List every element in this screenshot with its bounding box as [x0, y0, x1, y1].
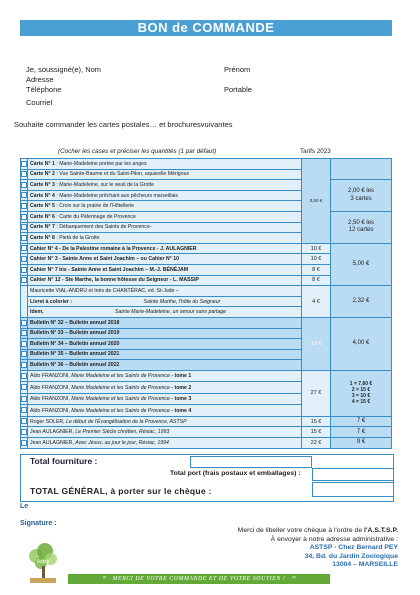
name-label: Je, soussigné(e), Nom — [26, 65, 102, 74]
email-label: Courriel — [26, 98, 53, 107]
intro-text: Souhaite commander les cartes postales… et brochuresvuivantes — [14, 120, 233, 129]
bulletins-price: 10 € — [302, 317, 331, 370]
table-row: Bulletin N° 35 – Bulletin annuel 2021 — [21, 349, 392, 360]
table-row: Bulletin N° 34 – Bulletin annuel 2020 — [21, 339, 392, 350]
table-row: Carte N° 1 : Marie-Madeleine portée par les anges 0,50 € — [21, 159, 392, 170]
tomes-price: 27 € — [302, 370, 331, 416]
table-row: Bulletin N° 32 – Bulletin annuel 2018 10 € 4,00 € — [21, 317, 392, 328]
table-row: Carte N° 4 : Marie-Madeleine prêchant aux pêcheurs marseillais — [21, 190, 392, 201]
grand-total-input[interactable] — [312, 482, 394, 497]
firstname-label: Prénom — [224, 65, 251, 74]
checkbox-bulletin-35[interactable] — [21, 349, 28, 360]
checkbox-bulletin-32[interactable] — [21, 317, 28, 328]
checkbox-cahier-3[interactable] — [21, 254, 28, 265]
tomes-rates: 1 = 7,60 € 2 = 15 € 3 = 10 € 4 = 15 € — [331, 370, 392, 416]
table-row: Aldo FRANZONI, Marie Madeleine et les Saints de Provence - tome 2 — [21, 382, 392, 394]
checkbox-card-5[interactable] — [21, 201, 28, 212]
table-row: Mauricette VIAL-ANDRU et Inès de CHANTÉRAC, ed. St-Jude – 4 € 2,32 € — [21, 286, 392, 297]
checkbox-tome-3[interactable] — [21, 393, 28, 405]
table-row: Livret à colorier : Sainte Marthe, l'hôte du Seigneur — [21, 296, 392, 307]
checkbox-card-3[interactable] — [21, 180, 28, 191]
checkbox-card-2[interactable] — [21, 169, 28, 180]
order-table — [20, 158, 392, 449]
checkbox-book-aulagnier-1[interactable] — [21, 427, 28, 438]
checkbox-card-7[interactable] — [21, 222, 28, 233]
checkbox-book-soler[interactable] — [21, 416, 28, 427]
tariffs-title: Tarifs 2023 — [300, 148, 331, 155]
table-row: Jean AULAGNIER, Le Premier Siècle chrétien, Résiac, 1993 15 € 7 € — [21, 427, 392, 438]
checkbox-card-4[interactable] — [21, 190, 28, 201]
table-row: Carte N° 5 : Croix sur la prairie de l'Hôtellerie — [21, 201, 392, 212]
table-row: Aldo FRANZONI, Marie Madeleine et les Saints de Provence - tome 1 27 € 1 = 7,60 € 2 = 15 € 3 = 10 € 4 = 15 € — [21, 370, 392, 382]
mobile-label: Portable — [224, 85, 252, 94]
total-port-input[interactable] — [312, 468, 394, 481]
checkbox-card-8[interactable] — [21, 233, 28, 244]
svg-text:Astsp: Astsp — [36, 559, 50, 565]
table-row: Cahier N° 4 - De la Palestine romaine à la Provence - J. AULAGNIER 10 € 5,00 € — [21, 243, 392, 254]
signature-label: Signature : — [20, 520, 57, 527]
table-row: Carte N° 2 : Vue Sainte-Baume et du Saint-Pilon, aquarelle Mérigoux — [21, 169, 392, 180]
table-row: Cahier N° 7 bis - Sainte Anne et Saint Joachim – M.-J. BÉNÉJAM 8 € — [21, 264, 392, 275]
livret-price: 4 € — [302, 286, 331, 318]
total-supply-label: Total fourniture : — [30, 456, 98, 466]
table-row: Cahier N° 3 - Sainte Anne et Saint Joachim – ou Cahier N° 10 10 € — [21, 254, 392, 265]
checkbox-tome-1[interactable] — [21, 370, 28, 382]
page-title: BON de COMMANDE — [20, 20, 392, 36]
table-row: Idem, Sainte Marie-Madeleine, un amour sans partage — [21, 307, 392, 318]
table-row: Cahier N° 12 - Ste Marthe, la bonne hôtesse du Seigneur - L. MASSIP 8 € — [21, 275, 392, 286]
cards-unit-price: 0,50 € — [302, 159, 331, 244]
cahiers-rate: 5,00 € — [331, 243, 392, 285]
address-label: Adresse — [26, 75, 54, 84]
phone-label: Téléphone — [26, 85, 62, 94]
footer-thanks-bar: ꟹ MERCI DE VOTRE COMMANDE ET DE VOTRE SOUTIEN ! ꟹ — [68, 574, 330, 584]
total-supply-input[interactable] — [190, 456, 312, 468]
checkbox-cahier-12[interactable] — [21, 275, 28, 286]
association-logo — [26, 542, 60, 586]
bulletins-rate: 4,00 € — [331, 317, 392, 370]
table-row: Carte N° 7 : Débarquement des Saints de Provence- — [21, 222, 392, 233]
table-row: Carte N° 6 : Carte du Pèlerinage de Provence 2,50 € les 12 cartes — [21, 211, 392, 222]
checkbox-bulletin-36[interactable] — [21, 360, 28, 371]
checkbox-cahier-4[interactable] — [21, 243, 28, 254]
livret-rate: 2,32 € — [331, 286, 392, 318]
table-row: Aldo FRANZONI, Marie Madeleine et les Saints de Provence - tome 3 — [21, 393, 392, 405]
date-label: Le — [20, 503, 29, 510]
total-port-label: Total port (frais postaux et emballages) : — [170, 470, 301, 477]
checkbox-card-6[interactable] — [21, 211, 28, 222]
table-row: Aldo FRANZONI, Marie Madeleine et les Saints de Provence - tome 4 — [21, 405, 392, 417]
checkbox-card-1[interactable] — [21, 159, 28, 170]
cards-rate-3: 2,00 € les 3 cartes — [331, 180, 392, 212]
table-row: Jean AULAGNIER, Avec Jésus, au jour le jour, Résiac, 1994 22 € 9 € — [21, 438, 392, 449]
checkbox-tome-4[interactable] — [21, 405, 28, 417]
table-row: Bulletin N° 36 – Bulletin annuel 2022 — [21, 360, 392, 371]
checkbox-bulletin-33[interactable] — [21, 328, 28, 339]
table-row: Carte N° 3 : Marie-Madeleine, sur le seuil de la Grotte 2,00 € les 3 cartes — [21, 180, 392, 191]
checkbox-tome-2[interactable] — [21, 382, 28, 394]
table-instruction: (Cocher les cases et préciser les quantités (1 par défaut) — [58, 148, 217, 155]
checkbox-bulletin-34[interactable] — [21, 339, 28, 350]
payment-info: Merci de libeller votre chèque à l'ordre de l'A.S.T.S.P. À envoyer à notre adresse administrative : ASTSP - Chez Bernard PEY 34, Bd. du Jardin Zoologique 13004 – MARSEILLE — [237, 527, 398, 569]
table-row: Bulletin N° 33 – Bulletin annuel 2019 — [21, 328, 392, 339]
checkbox-book-aulagnier-2[interactable] — [21, 438, 28, 449]
table-row: Roger SOLER, Le début de l'Évangélisation de la Provence, ASTSP 15 € 7 € — [21, 416, 392, 427]
grand-total-label: TOTAL GÉNÉRAL, à porter sur le chèque : — [30, 486, 212, 496]
table-row: Carte N° 8 : Pietà de la Grotte — [21, 233, 392, 244]
cards-rate-12: 2,50 € les 12 cartes — [331, 211, 392, 243]
checkbox-cahier-7bis[interactable] — [21, 264, 28, 275]
